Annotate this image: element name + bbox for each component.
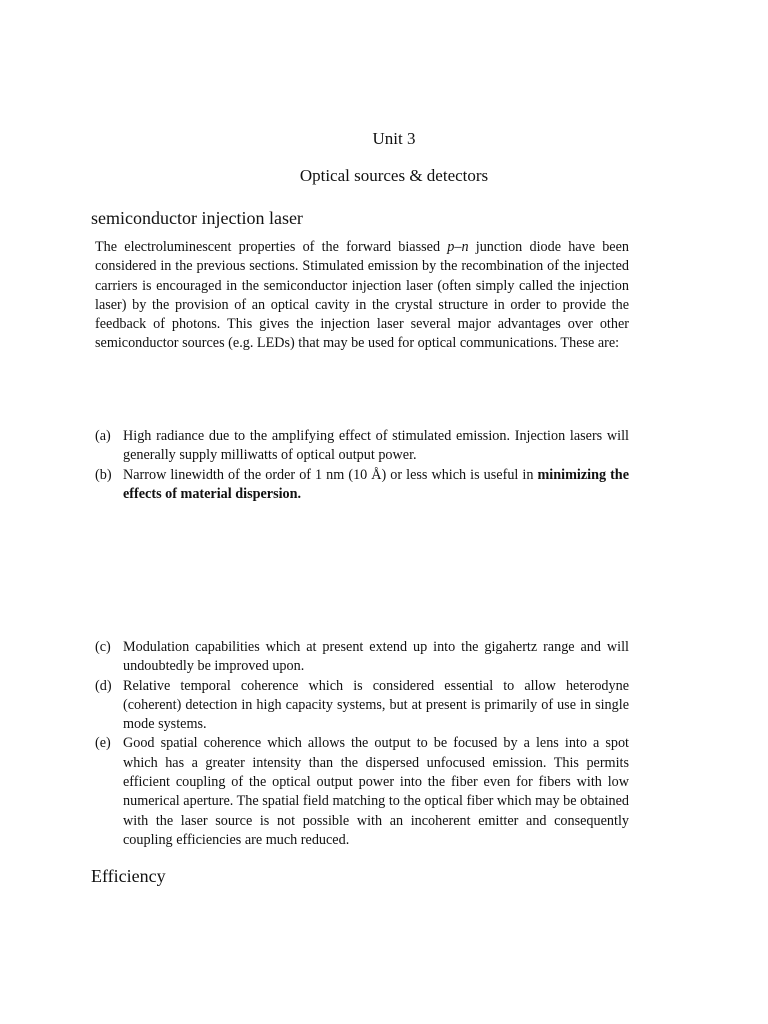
list-item-text: High radiance due to the amplifying effect of stimulated emission. Injection lasers will generally supply milliwatts of optical output power. (123, 428, 629, 464)
list-item (95, 638, 629, 677)
list-item (95, 427, 629, 466)
list-item (95, 466, 629, 505)
intro-text-end: junction diode have been considered in the previous sections. Stimulated emission by the recombination of the injected carriers is encouraged in the semiconductor injection laser (often simply called the injection laser) by the provision of an optical cavity in the crystal structure in order to provide the feedback of photons. This gives the injection laser several major advantages over other semiconductor sources (e.g. LEDs) that may be used for optical communications. These are: (95, 239, 629, 352)
section-heading-injection-laser: semiconductor injection laser (91, 208, 303, 228)
list-marker: (c) (95, 639, 111, 655)
list-marker: (e) (95, 735, 111, 752)
pn-junction-term: p–n (447, 239, 469, 255)
intro-paragraph (95, 238, 629, 354)
advantages-list-cde (95, 638, 629, 850)
list-marker: (d) (95, 677, 112, 694)
list-item (95, 734, 629, 850)
list-marker: (b) (95, 466, 112, 483)
list-item (95, 677, 629, 735)
subject-title: Optical sources & detectors (299, 166, 489, 185)
list-item-text: Narrow linewidth of the order of 1 nm (10 Å) or less which is useful in (123, 466, 534, 483)
list-item-text: Relative temporal coherence which is considered essential to allow heterodyne (coherent) detection in high capacity systems, but at present is primarily of use in single mode systems. (123, 677, 629, 733)
advantages-list-ab (95, 427, 629, 504)
intro-text-start: The electroluminescent properties of the forward biassed (95, 239, 448, 255)
list-item-text-bold: minimizing the effects of material dispersion. (123, 466, 629, 502)
section-heading-efficiency: Efficiency (91, 866, 166, 886)
list-item-text: Modulation capabilities which at present extend up into the gigahertz range and will undoubtedly be improved upon. (123, 639, 629, 675)
list-marker: (a) (95, 428, 111, 444)
list-item-text: Good spatial coherence which allows the output to be focused by a lens into a spot which has a greater intensity than the dispersed unfocused emission. This permits efficient coupling of the optical output power into the fiber even for fibers with low numerical aperture. The spatial field matching to the optical fiber which may be obtained with the laser source is not possible with an incoherent emitter and consequently coupling efficiencies are much reduced. (123, 735, 629, 848)
unit-title: Unit 3 (372, 129, 416, 148)
